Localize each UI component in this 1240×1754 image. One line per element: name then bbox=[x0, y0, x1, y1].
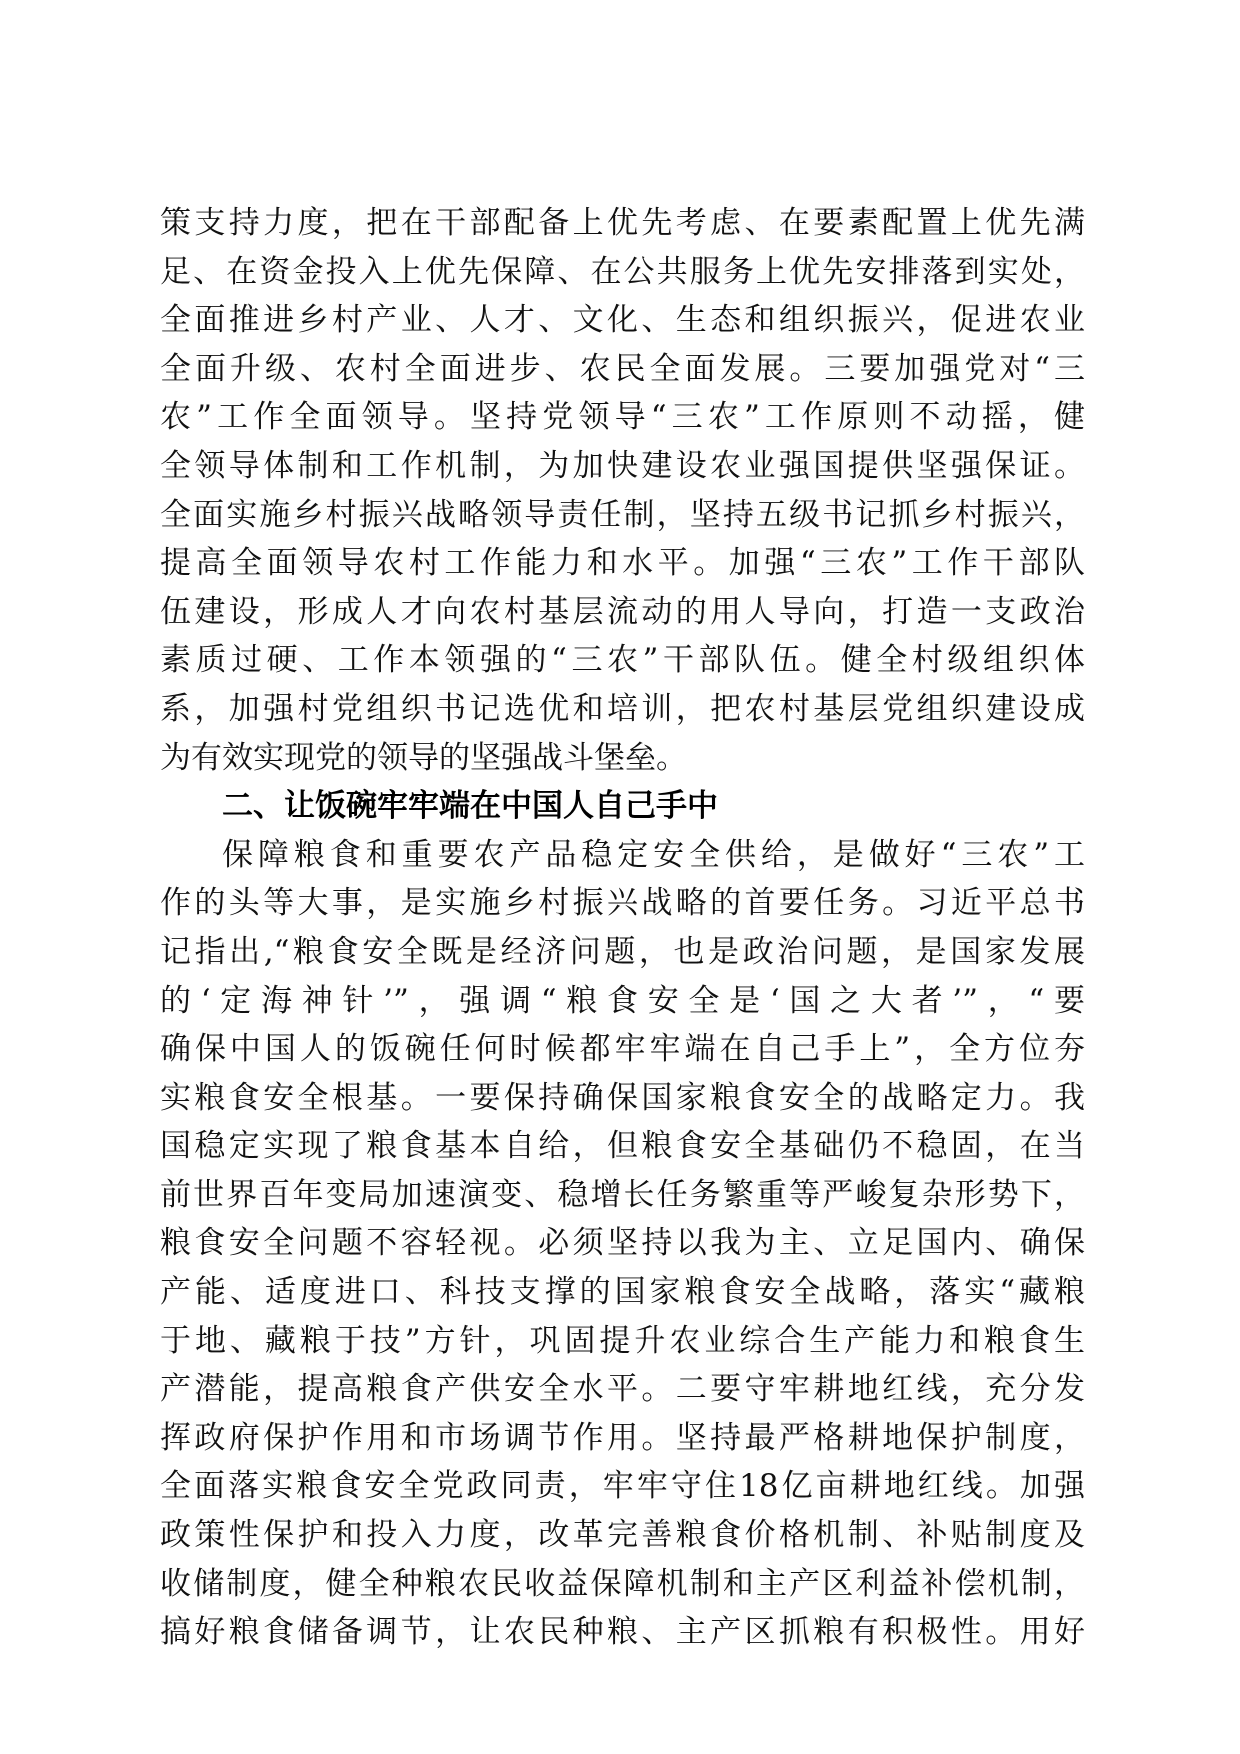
paragraph-line: 全面落实粮食安全党政同责，牢牢守住18亿亩耕地红线。加强 bbox=[160, 1468, 1085, 1505]
paragraph-line: 保障粮食和重要农产品稳定安全供给，是做好“三农”工 bbox=[222, 836, 1085, 873]
paragraph-line: 政策性保护和投入力度，改革完善粮食价格机制、补贴制度及 bbox=[160, 1517, 1085, 1554]
paragraph-line: 产潜能，提高粮食产供安全水平。二要守牢耕地红线，充分发 bbox=[160, 1371, 1085, 1408]
document-body bbox=[160, 199, 1085, 1657]
paragraph-line: 国稳定实现了粮食基本自给，但粮食安全基础仍不稳固，在当 bbox=[160, 1128, 1085, 1165]
paragraph-line: 全领导体制和工作机制，为加快建设农业强国提供坚强保证。 bbox=[160, 447, 1085, 484]
paragraph-line: 前世界百年变局加速演变、稳增长任务繁重等严峻复杂形势下， bbox=[160, 1176, 1085, 1213]
paragraph-line: 实粮食安全根基。一要保持确保国家粮食安全的战略定力。我 bbox=[160, 1079, 1085, 1116]
paragraph-line: 挥政府保护作用和市场调节作用。坚持最严格耕地保护制度， bbox=[160, 1419, 1085, 1456]
paragraph-line: 伍建设，形成人才向农村基层流动的用人导向，打造一支政治 bbox=[160, 593, 1085, 630]
paragraph-line: 全面实施乡村振兴战略领导责任制，坚持五级书记抓乡村振兴， bbox=[160, 496, 1085, 533]
paragraph-line: 策支持力度，把在干部配备上优先考虑、在要素配置上优先满 bbox=[160, 205, 1085, 241]
paragraph-line: 为有效实现党的领导的坚强战斗堡垒。 bbox=[160, 739, 687, 776]
paragraph-line: 搞好粮食储备调节，让农民种粮、主产区抓粮有积极性。用好 bbox=[160, 1614, 1085, 1651]
paragraph-line: 作的头等大事，是实施乡村振兴战略的首要任务。习近平总书 bbox=[160, 885, 1085, 922]
paragraph-line: 收储制度，健全种粮农民收益保障机制和主产区利益补偿机制， bbox=[160, 1565, 1085, 1602]
paragraph-line: 全面升级、农村全面进步、农民全面发展。三要加强党对“三 bbox=[160, 350, 1085, 387]
paragraph-line: 记指出,“粮食安全既是经济问题，也是政治问题，是国家发展 bbox=[160, 933, 1085, 970]
paragraph-line: 足、在资金投入上优先保障、在公共服务上优先安排落到实处， bbox=[160, 253, 1085, 290]
paragraph-line: 产能、适度进口、科技支撑的国家粮食安全战略，落实“藏粮 bbox=[160, 1274, 1085, 1311]
paragraph-line: 于地、藏粮于技”方针，巩固提升农业综合生产能力和粮食生 bbox=[160, 1322, 1085, 1359]
paragraph-line: 提高全面领导农村工作能力和水平。加强“三农”工作干部队 bbox=[160, 545, 1085, 582]
paragraph-line: 确保中国人的饭碗任何时候都牢牢端在自己手上”，全方位夯 bbox=[160, 1031, 1085, 1068]
paragraph-line: 全面推进乡村产业、人才、文化、生态和组织振兴，促进农业 bbox=[160, 302, 1085, 339]
section-heading: 二、让饭碗牢牢端在中国人自己手中 bbox=[222, 788, 718, 825]
paragraph-line: 的‘定海神针’”，强调“粮食安全是‘国之大者’”，“要 bbox=[160, 982, 1085, 1019]
paragraph-line: 系，加强村党组织书记选优和培训，把农村基层党组织建设成 bbox=[160, 690, 1085, 727]
paragraph-line: 农”工作全面领导。坚持党领导“三农”工作原则不动摇，健 bbox=[160, 399, 1085, 436]
paragraph-line: 素质过硬、工作本领强的“三农”干部队伍。健全村级组织体 bbox=[160, 642, 1085, 679]
paragraph-line: 粮食安全问题不容轻视。必须坚持以我为主、立足国内、确保 bbox=[160, 1225, 1085, 1262]
